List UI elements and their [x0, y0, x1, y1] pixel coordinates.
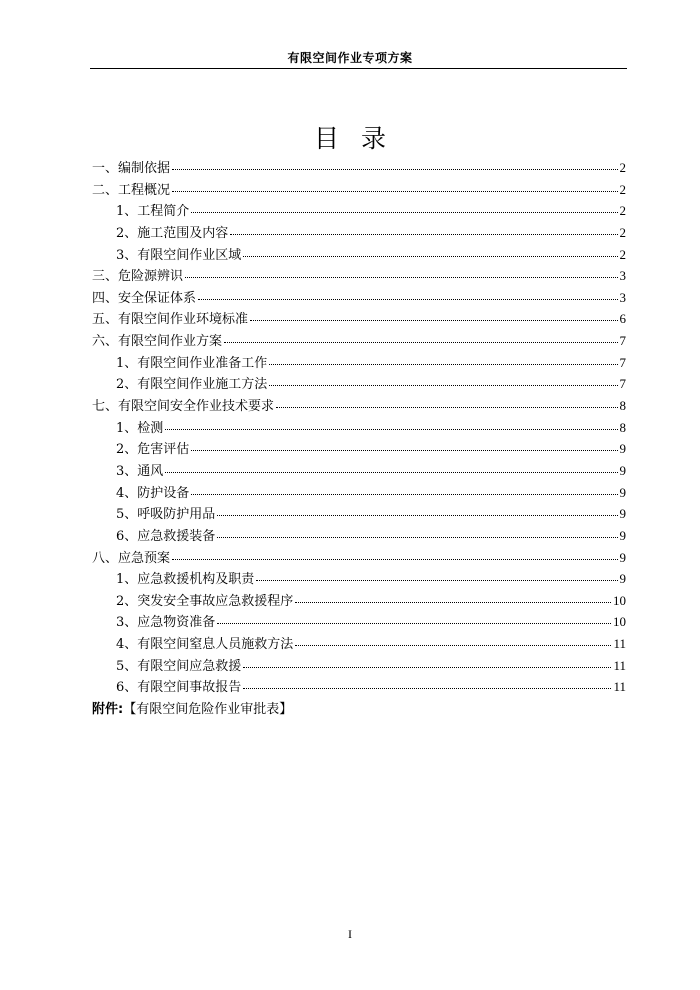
toc-entry-page: 9: [619, 441, 626, 457]
toc-entry-label: 4、有限空间窒息人员施救方法: [116, 637, 294, 653]
toc-entry[interactable]: [92, 655, 626, 677]
toc-entry-label: 四、安全保证体系: [92, 290, 197, 306]
toc-dot-leader: [217, 537, 617, 538]
toc-entry[interactable]: [92, 568, 626, 590]
toc-entry[interactable]: [92, 244, 626, 266]
toc-entry-label: 2、突发安全事故应急救援程序: [116, 593, 294, 609]
toc-entry-label: 三、危险源辨识: [92, 269, 184, 285]
toc-dot-leader: [191, 212, 617, 213]
toc-entry-page: 9: [619, 506, 626, 522]
toc-entry-label: 七、有限空间安全作业技术要求: [92, 399, 275, 415]
toc-dot-leader: [224, 342, 617, 343]
toc-entry-page: 2: [619, 224, 626, 240]
toc-entry-label: 2、有限空间作业施工方法: [116, 377, 268, 393]
toc-entry[interactable]: [92, 460, 626, 482]
toc-entry-page: 9: [619, 484, 626, 500]
toc-entry[interactable]: [92, 179, 626, 201]
toc-entry-label: 3、通风: [116, 463, 164, 479]
toc-dot-leader: [165, 472, 617, 473]
toc-entry-page: 9: [619, 527, 626, 543]
toc-entry-label: 二、工程概况: [92, 182, 171, 198]
toc-entry-label: 2、危害评估: [116, 442, 190, 458]
toc-entry[interactable]: [92, 222, 626, 244]
toc-dot-leader: [217, 515, 617, 516]
toc-entry[interactable]: [92, 287, 626, 309]
toc-entry[interactable]: [92, 676, 626, 698]
toc-entry-page: 2: [619, 181, 626, 197]
toc-dot-leader: [243, 688, 611, 689]
toc-entry-page: 11: [613, 636, 626, 652]
toc-dot-leader: [269, 385, 617, 386]
toc-entry-label: 3、应急物资准备: [116, 615, 216, 631]
toc-entry[interactable]: [92, 438, 626, 460]
toc-entry[interactable]: [92, 590, 626, 612]
toc-entry-page: 7: [619, 376, 626, 392]
page-number: I: [348, 927, 352, 941]
toc-entry-page: 9: [619, 549, 626, 565]
toc-entry[interactable]: [92, 633, 626, 655]
toc-entry-label: 5、有限空间应急救援: [116, 658, 242, 674]
toc-appendix[interactable]: [92, 698, 626, 720]
toc-entry-page: 11: [613, 657, 626, 673]
toc-entry[interactable]: [92, 373, 626, 395]
toc-entry-page: 7: [619, 354, 626, 370]
toc-entry[interactable]: [92, 482, 626, 504]
toc-entry-label: 八、应急预案: [92, 550, 171, 566]
toc-entry-page: 7: [619, 333, 626, 349]
toc-dot-leader: [276, 407, 617, 408]
toc-dot-leader: [198, 299, 617, 300]
toc-dot-leader: [230, 234, 617, 235]
toc-entry-label: 2、施工范围及内容: [116, 225, 229, 241]
toc-dot-leader: [172, 169, 617, 170]
toc-dot-leader: [243, 667, 611, 668]
toc-entry[interactable]: [92, 417, 626, 439]
toc-entry-label: 1、检测: [116, 420, 164, 436]
document-header-title: 有限空间作业专项方案: [287, 51, 413, 65]
toc-entry[interactable]: [92, 200, 626, 222]
toc-entry-label: 六、有限空间作业方案: [92, 334, 223, 350]
toc-entry[interactable]: [92, 265, 626, 287]
toc-entry-page: 3: [619, 268, 626, 284]
toc-dot-leader: [295, 645, 611, 646]
appendix-text: 【有限空间危险作业审批表】: [123, 702, 293, 718]
toc-dot-leader: [191, 450, 617, 451]
toc-entry[interactable]: [92, 157, 626, 179]
toc-entry-label: 5、呼吸防护用品: [116, 507, 216, 523]
toc-entry[interactable]: [92, 352, 626, 374]
toc-dot-leader: [256, 580, 617, 581]
toc-entry-page: 10: [613, 592, 626, 608]
table-of-contents: [92, 157, 626, 720]
toc-entry-label: 1、工程简介: [116, 204, 190, 220]
toc-entry-label: 1、应急救援机构及职责: [116, 572, 255, 588]
toc-entry-page: 3: [619, 289, 626, 305]
toc-entry-page: 10: [613, 614, 626, 630]
toc-entry[interactable]: [92, 330, 626, 352]
header-divider: [90, 68, 627, 69]
toc-entry-label: 1、有限空间作业准备工作: [116, 355, 268, 371]
toc-dot-leader: [217, 623, 611, 624]
appendix-label: 附件:: [92, 702, 124, 718]
toc-title: 目录: [313, 124, 408, 153]
toc-entry[interactable]: [92, 395, 626, 417]
toc-dot-leader: [185, 277, 617, 278]
toc-dot-leader: [269, 364, 617, 365]
toc-dot-leader: [172, 191, 617, 192]
toc-entry[interactable]: [92, 525, 626, 547]
toc-entry[interactable]: [92, 547, 626, 569]
toc-entry-page: 6: [619, 311, 626, 327]
toc-dot-leader: [172, 559, 617, 560]
toc-dot-leader: [191, 494, 617, 495]
toc-entry-label: 一、编制依据: [92, 161, 171, 176]
toc-entry-label: 3、有限空间作业区域: [116, 247, 242, 263]
toc-dot-leader: [250, 320, 617, 321]
toc-entry-label: 五、有限空间作业环境标准: [92, 312, 249, 328]
toc-entry-page: 2: [619, 203, 626, 219]
toc-entry-page: 2: [619, 246, 626, 262]
toc-entry-page: 8: [619, 419, 626, 435]
toc-dot-leader: [295, 602, 611, 603]
toc-entry[interactable]: [92, 611, 626, 633]
toc-entry-page: 2: [619, 160, 626, 175]
toc-entry-label: 4、防护设备: [116, 485, 190, 501]
toc-entry-page: 9: [619, 571, 626, 587]
toc-entry[interactable]: [92, 503, 626, 525]
toc-entry-label: 6、有限空间事故报告: [116, 680, 242, 696]
toc-dot-leader: [243, 256, 617, 257]
toc-entry-label: 6、应急救援装备: [116, 528, 216, 544]
toc-entry[interactable]: [92, 308, 626, 330]
toc-entry-page: 9: [619, 462, 626, 478]
toc-dot-leader: [165, 429, 617, 430]
toc-entry-page: 8: [619, 398, 626, 414]
toc-entry-page: 11: [613, 679, 626, 695]
